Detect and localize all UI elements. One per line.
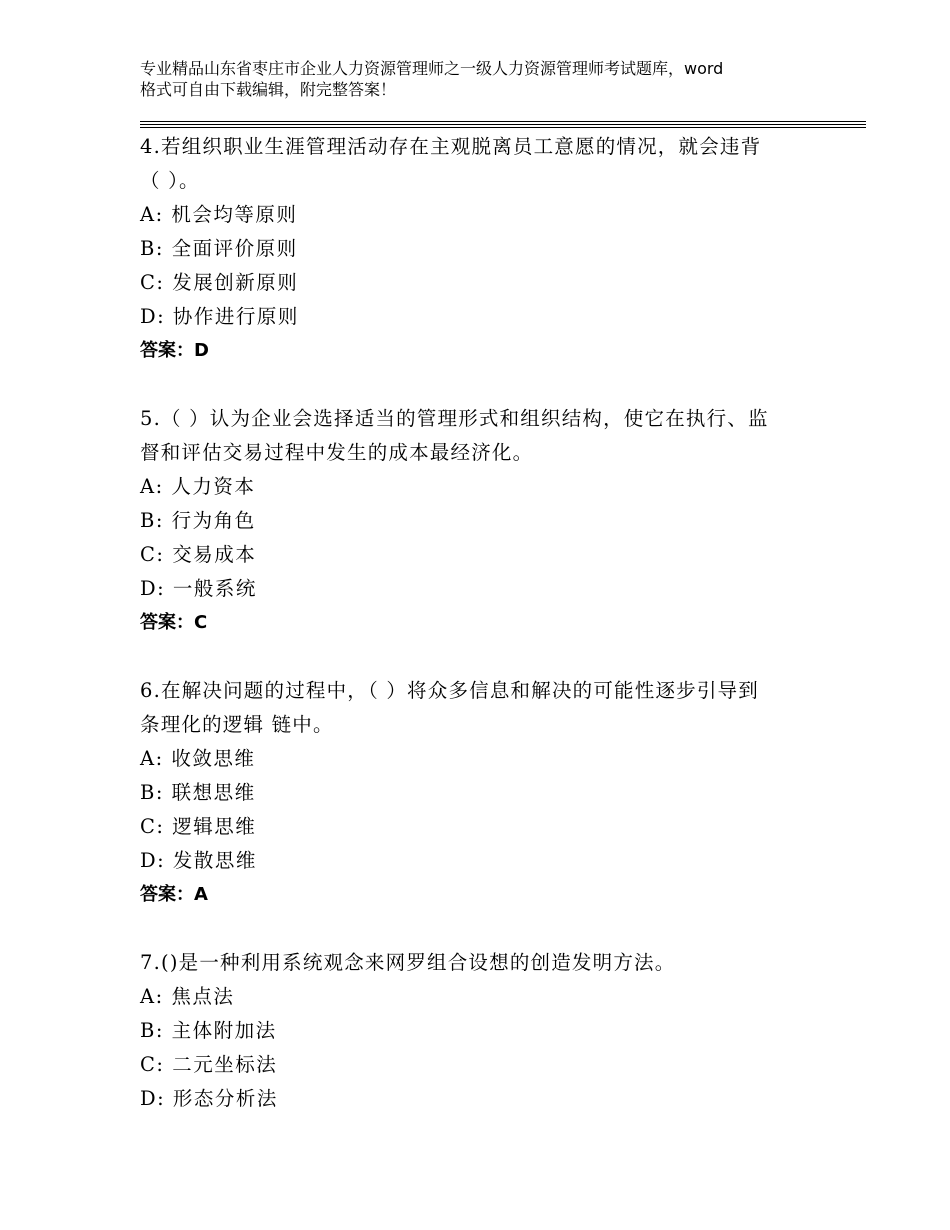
question-stem-line: 4.若组织职业生涯管理活动存在主观脱离员工意愿的情况，就会违背 [140,135,762,158]
option-c: C: 逻辑思维 [140,815,257,838]
header-rule-middle [140,124,866,125]
header-line-1: 专业精品山东省枣庄市企业人力资源管理师之一级人力资源管理师考试题库，word [140,59,724,78]
option-a: A: 机会均等原则 [140,203,298,226]
header-rule-bottom [140,127,866,128]
answer-label: 答案：D [140,340,209,361]
question-6 [140,674,820,912]
option-c: C: 发展创新原则 [140,271,299,294]
option-b: B: 主体附加法 [140,1019,277,1042]
option-c: C: 二元坐标法 [140,1053,278,1076]
option-a: A: 人力资本 [140,475,256,498]
question-4 [140,130,820,368]
question-5 [140,402,820,640]
question-stem-line: 5.（ ）认为企业会选择适当的管理形式和组织结构，使它在执行、监 [140,407,769,430]
question-7 [140,946,820,1116]
option-d: D: 协作进行原则 [140,305,299,328]
option-b: B: 行为角色 [140,509,256,532]
option-b: B: 联想思维 [140,781,256,804]
document-header [140,58,830,100]
option-d: D: 一般系统 [140,577,257,600]
option-a: A: 焦点法 [140,985,235,1008]
question-stem-line: 7.()是一种利用系统观念来网罗组合设想的创造发明方法。 [140,951,676,974]
option-b: B: 全面评价原则 [140,237,298,260]
header-line-2: 格式可自由下载编辑，附完整答案！ [140,80,397,99]
question-stem-line: 督和评估交易过程中发生的成本最经济化。 [140,441,534,464]
header-rule-top [140,121,866,122]
answer-label: 答案：C [140,612,208,633]
question-stem-line: （ ）。 [140,169,200,192]
question-stem-line: 6.在解决问题的过程中，（ ）将众多信息和解决的可能性逐步引导到 [140,679,759,702]
question-stem-line: 条理化的逻辑 链中。 [140,713,334,736]
option-c: C: 交易成本 [140,543,257,566]
answer-label: 答案：A [140,884,208,905]
option-a: A: 收敛思维 [140,747,256,770]
option-d: D: 形态分析法 [140,1087,278,1110]
question-list [140,130,820,1150]
option-d: D: 发散思维 [140,849,257,872]
